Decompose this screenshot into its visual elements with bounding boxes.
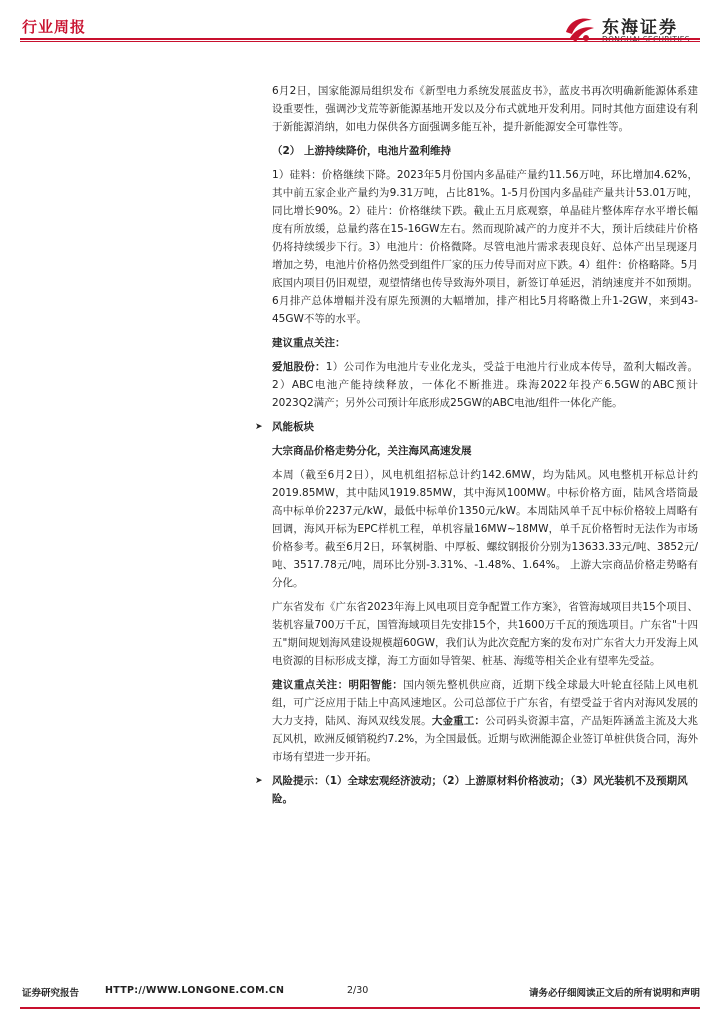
wind-subsection-title: 大宗商品价格走势分化，关注海风高速发展 [272, 445, 472, 457]
pv-recommendation-title: 建议重点关注： [272, 337, 346, 349]
pv-recommendation-paragraph [272, 358, 698, 412]
pv-recommendation-company: 爱旭股份： [272, 361, 326, 373]
report-category: 行业周报 [22, 18, 87, 36]
pv-recommendation-text: 1）公司作为电池片专业化龙头，受益于电池片行业成本传导，盈利大幅改善。2）ABC电池产能持续释放，一体化不断推进。珠海2022年投产6.5GW的ABC预计2023Q2满产；另外公司预计年底形成25GW的ABC电池/组件一体化产能。 [272, 361, 698, 409]
header-rule [20, 38, 700, 40]
wind-section-heading [255, 418, 698, 436]
page-number: 2/30 [347, 985, 369, 996]
wind-recommendation-text-1: 国内领先整机供应商，近期下线全球最大叶轮直径陆上风电机组，可广泛应用于陆上中高风速地区。公司总部位于广东省，有望受益于省内对海风发展的大力支持，陆风、海风双线发展。 [272, 679, 699, 727]
wind-recommendation-company-2: 大金重工： [431, 715, 486, 727]
wind-section-title: 风能板块 [272, 421, 314, 433]
report-body [255, 82, 699, 814]
wind-market-paragraph: 本周（截至6月2日），风电机组招标总计约142.6MW，均为陆风。风电整机开标总计约2019.85MW，其中陆风1919.85MW，其中海风100MW。中标价格方面，陆风含塔筒最高中标单价2237元/kW，最低中标单价1350元/kW。本周陆风单千瓦中标价格较上周略有回调，海风开标为EPC样机工程，单机容量16MW~18MW，单千瓦价格暂时无法作为市场价格参考。截至6月2日，环氧树脂、中厚板、螺纹钢报价分别为13633.33元/吨、3852元/吨、3517.78元/吨，周环比分别-3.31%、-1.48%、1.64%。 上游大宗商品价格走势略有分化。 [272, 469, 698, 589]
donghai-logo [562, 10, 707, 50]
intro-paragraph: 6月2日，国家能源局组织发布《新型电力系统发展蓝皮书》，蓝皮书再次明确新能源体系建设重要性，强调沙戈荒等新能源基地开发以及分布式就地开发利用。同时其他方面建设有利于新能源消纳，如电力保供各方面强调多能互补，提升新能源安全可靠性等。 [272, 85, 698, 133]
footer-rule [20, 1007, 700, 1009]
risk-warning-text: 风险提示：（1）全球宏观经济波动；（2）上游原材料价格波动；（3）风光装机不及预期风险。 [272, 775, 688, 805]
wind-recommendation-text-2: 公司码头资源丰富，产品矩阵涵盖主流及大兆瓦风机，欧洲反倾销税约7.2%，为全国最低。近期与欧洲能源企业签订单桩供货合同，海外市场有望进一步开拓。 [272, 715, 699, 763]
risk-section [255, 772, 698, 808]
pv-price-paragraph: 1）硅料：价格继续下降。2023年5月份国内多晶硅产量约11.56万吨，环比增加4.62%，其中前五家企业产量约为9.31万吨，占比81%。1-5月份国内多晶硅产量共计53.01万吨，同比增长90%。2）硅片：价格继续下跌。截止五月底观察，单晶硅片整体库存水平增长幅度有所放缓，总量约落在15-16GW左右。然而现阶减产的力度并不大，预计后续硅片价格仍将持续缓步下行。3）电池片：价格微降。尽管电池片需求表现良好、总体产出呈现逐月增加之势，电池片价格仍然受到组件厂家的压力传导而对应下跌。4）组件：价格略降。5月底国内项目仍旧观望，观望情绪也传导致海外项目，新签订单延迟，消纳速度并不如预期。6月排产总体增幅并没有原先预测的大幅增加，排产相比5月将略微上升1-2GW，来到43-45GW不等的水平。 [272, 169, 698, 325]
bullet-arrow-icon: ➤ [255, 776, 263, 786]
footer-disclaimer: 请务必仔细阅读正文后的所有说明和声明 [528, 988, 700, 999]
pv-subsection-title: （2） 上游持续降价，电池片盈利维持 [272, 145, 451, 157]
wind-recommendation-paragraph [272, 676, 698, 766]
wind-recommendation-title: 建议重点关注： [272, 679, 349, 691]
header-rule-thin [20, 41, 700, 42]
wind-recommendation-company-1: 明阳智能： [348, 679, 404, 691]
footer-website-link[interactable]: HTTP://WWW.LONGONE.COM.CN [105, 985, 285, 996]
bullet-arrow-icon: ➤ [255, 422, 263, 432]
wind-policy-paragraph: 广东省发布《广东省2023年海上风电项目竞争配置工作方案》，省管海域项目共15个项目、装机容量700万千瓦，国管海域项目先安排15个，共1600万千瓦的预选项目。广东省"十四五"期间规划海风建设规模超60GW，我们认为此次竞配方案的发布对广东省大力开发海上风电资源的目标形成支撑，海工方面如导管架、桩基、海缆等相关企业有望率先受益。 [272, 601, 698, 667]
footer-report-type: 证券研究报告 [22, 988, 80, 999]
logo-name: 东海证券 [602, 18, 678, 38]
